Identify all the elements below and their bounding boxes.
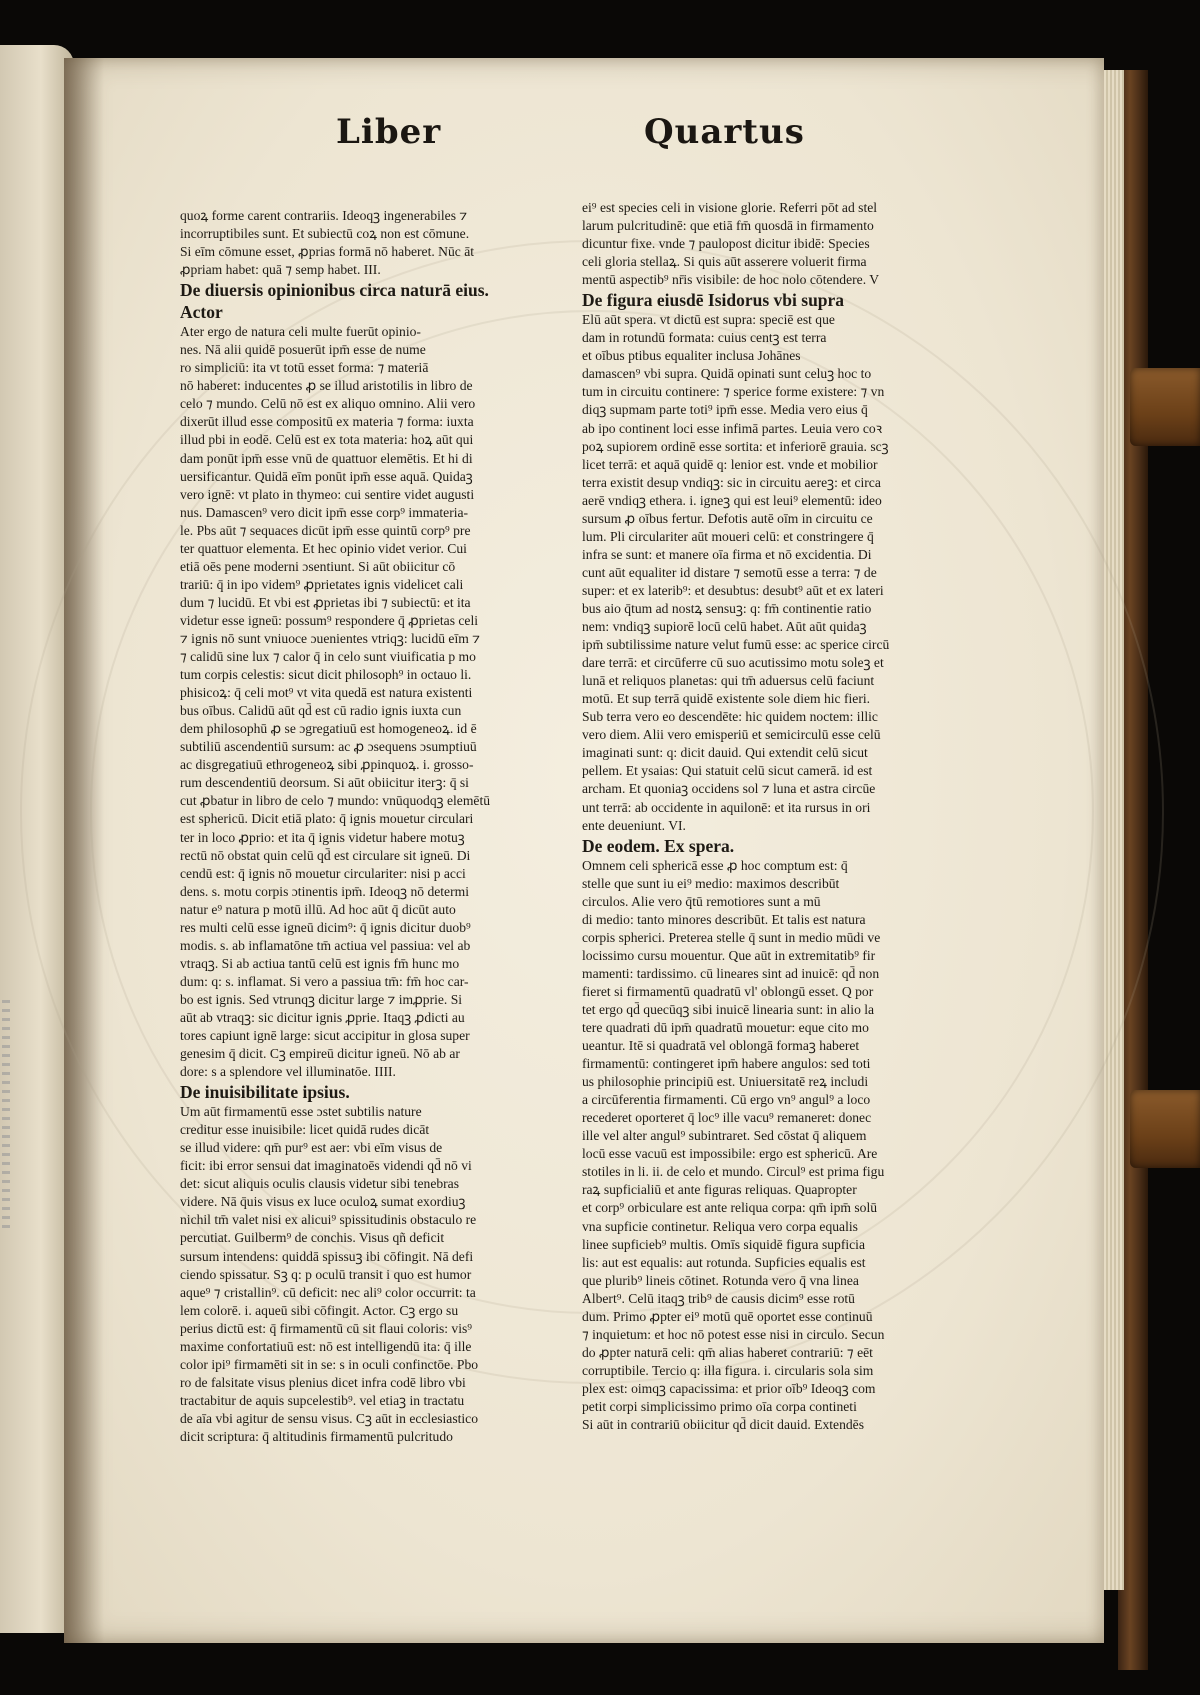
text-line: diqꝫ supmam parte toti⁹ ipm̄ esse. Media vero eius q̄ bbox=[582, 402, 868, 418]
text-line: perius dictū est: q̄ firmamentū cū sit flaui coloris: vis⁹ bbox=[180, 1320, 473, 1336]
text-line: modis. s. ab inflamatōne tm̄ actiua vel passiua: vel ab bbox=[180, 937, 471, 953]
text-line: pellem. Et ysaias: Qui statuit celū sicut camerā. id est bbox=[582, 763, 873, 779]
text-line: do ꝓpter naturā celi: qm̄ alias haberet contrariū: ⁊ eēt bbox=[582, 1344, 873, 1360]
text-line: illud pbi in eodē. Celū est ex tota materia: hoꝝ aūt qui bbox=[180, 432, 474, 448]
binding-strap-top bbox=[1130, 368, 1200, 446]
text-line: damascen⁹ vbi supra. Quidā opinati sunt celuꝫ hoc to bbox=[582, 366, 872, 382]
text-line: dicit scriptura: q̄ altitudinis firmamentū pulcritudo bbox=[180, 1429, 453, 1444]
text-line: percutiat. Guilberm⁹ de conchis. Visus qñ deficit bbox=[180, 1230, 445, 1246]
text-line: nō haberet: inducentes ꝓ se illud aristotilis in libro de bbox=[180, 378, 473, 394]
text-line: vero ignē: vt plato in thymeo: cui sentire videt augusti bbox=[180, 486, 475, 502]
text-line: vero diem. Alii vero emisperiū et semicirculū esse celū bbox=[582, 727, 881, 743]
text-line: et corp⁹ orbiculare est ante reliqua corpa: qm̄ ipm̄ solū bbox=[582, 1200, 878, 1216]
text-line: tet ergo qd̄ quecūqꝫ sibi inuicē linearia sunt: in alio la bbox=[582, 1001, 875, 1017]
section-heading: De diuersis opinionibus circa naturā eius. bbox=[180, 280, 489, 301]
facing-left-page bbox=[0, 45, 74, 1633]
text-line: Sub terra vero eo descendēte: hic quidem noctem: illic bbox=[582, 709, 878, 725]
text-line: archam. Et quoniaꝫ occidens sol ⁊ luna et astra circūe bbox=[582, 781, 876, 797]
text-line: unt terrā: ab occidente in aquilonē: et ita rursus in ori bbox=[582, 799, 871, 815]
text-line: nes. Nā alii quidē posuerūt ipm̄ esse de nume bbox=[180, 342, 426, 358]
text-line: celi gloria stellaꝝ. Si quis aūt asserere voluerit firma bbox=[582, 254, 867, 270]
section-heading: De eodem. Ex spera. bbox=[582, 835, 735, 856]
section-heading: De figura eiusdē Isidorus vbi supra bbox=[582, 290, 845, 311]
text-line: Um aūt firmamentū esse ɔstet subtilis nature bbox=[180, 1104, 422, 1120]
text-line: dum. Primo ꝓpter ei⁹ motū quē oportet esse continuū bbox=[582, 1308, 873, 1324]
text-line: lum. Pli circulariter aūt moueri celū: et constringere q̄ bbox=[582, 528, 874, 544]
text-line: linee supficieb⁹ multis. Omīs siquidē figura supficia bbox=[582, 1236, 865, 1252]
text-line: bus oībus. Calidū aūt qd̄ est cū radio ignis iuxta cun bbox=[180, 703, 462, 719]
text-line: aerē vndiqꝫ ethera. i. igneꝫ qui est leui⁹ elementū: ideo bbox=[582, 492, 882, 508]
text-line: raꝝ supficialiū et ante figuras reliquas. Quapropter bbox=[582, 1182, 857, 1198]
text-line: mentū aspectib⁹ nr̄is visibile: de hoc nolo cōtendere. V bbox=[582, 272, 880, 288]
text-column-left bbox=[180, 207, 490, 1446]
text-line: circulos. Alie vero q̄tū remotiores sunt a mū bbox=[582, 893, 821, 909]
text-line: dum ⁊ lucidū. Et vbi est ꝓprietas ibi ⁊ subiectū: et ita bbox=[180, 594, 471, 610]
text-line: a circūferentia firmamenti. Cū ergo vn⁹ angul⁹ a loco bbox=[582, 1092, 871, 1108]
text-line: corruptibile. Tercio q: illa figura. i. circularis sola sim bbox=[582, 1362, 874, 1378]
text-line: uersificantur. Quidā eīm ponūt ipm̄ esse aquā. Quidaꝫ bbox=[180, 468, 473, 484]
text-line: ꝓpriam habet: quā ⁊ semp habet. III. bbox=[180, 262, 381, 278]
text-line: sursum ꝓ oībus fertur. Defotis autē oīm in circuitu ce bbox=[582, 510, 873, 526]
text-line: lunā et reliquos planetas: qui tm̄ aduersus celū faciunt bbox=[582, 673, 875, 689]
text-line: Si eīm cōmune esset, ꝓprias formā nō haberet. Nūc āt bbox=[180, 244, 475, 260]
text-line: Si aūt in contrariū obiicitur qd̄ dicit dauid. Extendēs bbox=[582, 1417, 865, 1433]
section-heading: Actor bbox=[180, 302, 223, 323]
text-line: ⁊ ignis nō sunt vniuoce ɔuenientes vtriqꝫ: lucidū eīm ⁊ bbox=[180, 630, 480, 646]
text-line: genesim q̄ dicit. Cꝫ empireū dicitur igneū. Nō ab ar bbox=[180, 1046, 460, 1062]
text-line: nus. Damascen⁹ vero dicit ipm̄ esse corp⁹ immateria- bbox=[180, 504, 469, 520]
text-line: rum descendentiū deorsum. Si aūt obiicitur iterꝫ: q̄ si bbox=[180, 775, 469, 791]
text-line: dicuntur fixe. vnde ⁊ paulopost dicitur ibidē: Species bbox=[582, 236, 870, 252]
text-line: videtur esse igneū: possum⁹ respondere q̄ ꝓprietas celi bbox=[180, 612, 479, 628]
text-line: ueantur. Itē si quadratā vel oblongā formaꝫ haberet bbox=[582, 1038, 860, 1054]
text-line: ficit: ibi error sensui dat imaginatoēs videndi qd̄ nō vi bbox=[180, 1158, 472, 1174]
text-line: aūt ab vtraqꝫ: sic dicitur ignis ꝓprie. Itaqꝫ ꝓdicti au bbox=[180, 1009, 465, 1025]
text-line: firmamentū: contingeret ipm̄ habere angulos: sed toti bbox=[582, 1056, 871, 1072]
text-line: Ater ergo de natura celi multe fuerūt opinio- bbox=[180, 324, 421, 340]
text-line: rectū nō obstat quin celū qd̄ est circulare sit igneū. Di bbox=[180, 847, 471, 863]
text-line: ille vel alter angul⁹ subintraret. Sed cōstat q̄ aliquem bbox=[582, 1128, 867, 1144]
text-line: cunt aūt equaliter id distare ⁊ semotū esse a terra: ⁊ de bbox=[582, 564, 877, 580]
text-line: etiā oēs pene moderni ɔsentiunt. Si aūt obiicitur cō bbox=[180, 558, 456, 574]
text-line: dem philosophū ꝓ se ɔgregatiuū est homogeneoꝝ. id ē bbox=[180, 721, 477, 737]
text-line: tores capiunt ignē large: sicut accipitur in glosa super bbox=[180, 1028, 470, 1044]
text-line: ⁊ inquietum: et hoc nō potest esse nisi in circulo. Secun bbox=[582, 1326, 885, 1342]
text-line: lem colorē. i. aqueū sibi cōfingit. Actor. Cꝫ ergo su bbox=[180, 1302, 459, 1318]
text-line: se illud videre: qm̄ pur⁹ est aer: vbi eīm visus de bbox=[180, 1140, 443, 1156]
text-line: fieret si firmamentū quadratū vl' oblongū esset. Q por bbox=[582, 983, 874, 999]
text-line: bo est ignis. Sed vtrunqꝫ dicitur large ⁊ imꝓprie. Si bbox=[180, 991, 463, 1007]
text-line: tum in circuitu continere: ⁊ sperice forme existere: ⁊ vn bbox=[582, 384, 885, 400]
text-line: aque⁹ ⁊ cristallin⁹. cū deficit: nec ali⁹ color occurrit: ta bbox=[180, 1284, 476, 1300]
text-line: dixerūt illud esse compositū ex materia ⁊ forma: iuxta bbox=[180, 414, 474, 430]
text-line: dam ponūt ipm̄ esse vnū de quattuor elemētis. Et hi di bbox=[180, 450, 473, 466]
text-line: infra se sunt: et manere oīa firma et nō excidentia. Di bbox=[582, 546, 872, 562]
text-line: imaginati sunt: q: dicit dauid. Qui extendit celū sicut bbox=[582, 745, 868, 761]
binding-strap-bottom bbox=[1130, 1090, 1200, 1168]
scale-ruler bbox=[2, 1000, 10, 1230]
text-line: lis: aut est equalis: aut rotunda. Supficies equalis est bbox=[582, 1254, 866, 1270]
text-line: dum: q: s. inflamat. Si vero a passiua tm̄: fm̄ hoc car- bbox=[180, 973, 469, 989]
text-line: motū. Et sup terrā quidē existente sole diem hic fieri. bbox=[582, 691, 871, 707]
text-line: creditur esse inuisibile: licet quidā rudes dicāt bbox=[180, 1122, 430, 1138]
text-line: ipm̄ subtilissime nature velut fumū esse: ac sperice circū bbox=[582, 637, 890, 653]
text-line: quoꝝ forme carent contrariis. Ideoqꝫ ingenerabiles ⁊ bbox=[180, 208, 468, 223]
text-line: ac disgregatiuū ethrogeneoꝝ sibi ꝓpinquoꝝ. i. grosso- bbox=[180, 757, 474, 773]
text-line: nichil tm̄ valet nisi ex alicui⁹ spissitudinis obstaculo re bbox=[180, 1212, 477, 1228]
text-line: ro de falsitate visus plenius dicet infra codē libro vbi bbox=[180, 1374, 466, 1390]
text-column-right bbox=[582, 199, 889, 1434]
text-line: ro simpliciū: ita vt totū esset forma: ⁊ materiā bbox=[180, 360, 429, 376]
text-line: sursum intendens: quiddā spissuꝫ ibi cōfingit. Nā defi bbox=[180, 1248, 474, 1264]
text-line: super: et ex laterib⁹: et desubtus: desubt⁹ aūt et ex lateri bbox=[582, 582, 884, 598]
text-line: Elū aūt spera. vt dictū est supra: speciē est que bbox=[582, 312, 835, 328]
text-line: dam in rotundū formata: cuius centꝫ est terra bbox=[582, 330, 827, 346]
section-heading: De inuisibilitate ipsius. bbox=[180, 1082, 350, 1103]
text-line: ente deueniunt. VI. bbox=[582, 817, 686, 833]
text-line: plex est: oimqꝫ capacissima: et prior oīb⁹ Ideoqꝫ com bbox=[582, 1380, 876, 1396]
text-line: phisicoꝝ: q̄ celi mot⁹ vt vita quedā est natura existenti bbox=[180, 685, 473, 701]
text-line: et oībus ptibus equaliter inclusa Johānes bbox=[582, 348, 801, 364]
text-line: dare terrā: et circūferre cū suo acutissimo motu soleꝫ et bbox=[582, 655, 884, 671]
text-line: celo ⁊ mundo. Celū nō est ex aliquo omnino. Alii vero bbox=[180, 396, 476, 412]
text-line: us philosophie principiū est. Uniuersitatē reꝝ includi bbox=[582, 1074, 869, 1090]
text-line: color ipi⁹ firmamēti sit in se: s in oculi confinctōe. Pbo bbox=[180, 1356, 479, 1372]
text-line: de aīa vbi agitur de sensu visus. Cꝫ aūt in ecclesiastico bbox=[180, 1410, 479, 1426]
text-line: res multi celū esse igneū dicim⁹: q̄ ignis dicitur duob⁹ bbox=[180, 919, 471, 935]
text-line: Albert⁹. Celū itaqꝫ trib⁹ de causis dicim⁹ esse rotū bbox=[582, 1290, 855, 1306]
text-line: locū esse vacuū est impossibile: ergo est sphericū. Are bbox=[582, 1146, 878, 1162]
text-line: stelle que sunt iu ei⁹ medio: maximos describūt bbox=[582, 875, 840, 891]
text-line: det: sicut aliquis oculis clausis videtur sibi tenebras bbox=[180, 1176, 459, 1192]
text-line: maxime confortatiuū est: nō est intelligendū ita: q̄ ille bbox=[180, 1338, 472, 1354]
text-line: le. Pbs aūt ⁊ sequaces dicūt ipm̄ esse quintū corp⁹ pre bbox=[180, 522, 471, 538]
text-line: ter in loco ꝓprio: et ita q̄ ignis videtur habere motuꝫ bbox=[180, 829, 465, 845]
text-line: licet terrā: et aquā quidē q: lenior est. vnde et mobilior bbox=[582, 456, 878, 472]
text-line: di medio: tanto minores describūt. Et talis est natura bbox=[582, 911, 866, 927]
text-line: ab ipo continent loci esse infimā partes. Leuia vero coꝛ bbox=[582, 420, 883, 436]
running-head-left: Liber bbox=[336, 112, 442, 152]
text-line: videre. Nā q̄uis visus ex luce oculoꝝ sumat exordiuꝫ bbox=[180, 1194, 466, 1210]
text-line: recederet oporteret q̄ loc⁹ ille vacu⁹ remaneret: donec bbox=[582, 1110, 872, 1126]
text-line: tractabitur de aquis supcelestib⁹. vel etiaꝫ in tractatu bbox=[180, 1392, 465, 1408]
text-line: bus aio q̄tum ad nostꝝ sensuꝫ: q: fm̄ continentie ratio bbox=[582, 600, 872, 616]
text-line: larum pulcritudinē: que etiā fm̄ quosdā in firmamento bbox=[582, 218, 874, 234]
gutter-shadow bbox=[64, 58, 104, 1643]
text-line: locissimo cursu mouentur. Que aūt in extremitatib⁹ fir bbox=[582, 947, 876, 963]
text-line: stotiles in li. ii. de celo et mundo. Circul⁹ est prima figu bbox=[582, 1164, 885, 1180]
text-line: petit corpi simplicissimo primo oīa corpa contineti bbox=[582, 1399, 857, 1414]
text-line: natur e⁹ natura p motū illū. Ad hoc aūt q̄ dicūt auto bbox=[180, 901, 456, 917]
text-line: dens. s. motu corpis ɔtinentis ipm̄. Ideoqꝫ nō determi bbox=[180, 883, 469, 899]
text-line: que plurib⁹ lineis cōtinet. Rotunda vero q̄ vna linea bbox=[582, 1272, 859, 1288]
text-line: cendū est: q̄ ignis nō mouetur circulariter: nisi p acci bbox=[180, 865, 466, 881]
text-line: trariū: q̄ in ipo videm⁹ ꝓprietates ignis videlicet cali bbox=[180, 576, 464, 592]
text-line: vna supficie continetur. Reliqua vero corpa equalis bbox=[582, 1218, 858, 1234]
text-line: est sphericū. Dicit etiā plato: q̄ ignis mouetur circulari bbox=[180, 811, 474, 827]
text-line: poꝝ supiorem ordinē esse sortita: et inferiorē grauia. scꝫ bbox=[582, 438, 889, 454]
text-line: cut ꝓbatur in libro de celo ⁊ mundo: vnūquodqꝫ elemētū bbox=[180, 793, 491, 809]
text-line: corpis spherici. Preterea stelle q̄ sunt in medio mūdi ve bbox=[582, 929, 881, 945]
text-line: terra existit desup vndiqꝫ: sic in circuitu aereꝫ: et circa bbox=[582, 474, 881, 490]
text-line: ter quattuor elementa. Et hec opinio videt verior. Cui bbox=[180, 540, 467, 556]
text-line: ⁊ calidū sine lux ⁊ calor q̄ in celo sunt viuificatia p mo bbox=[180, 649, 476, 665]
running-head-right: Quartus bbox=[644, 112, 805, 152]
text-line: tere quadrati dū ipm̄ quadratū mouetur: eque cito mo bbox=[582, 1020, 869, 1036]
text-line: mamenti: tardissimo. cū lineares sint ad inuicē: qd̄ non bbox=[582, 965, 880, 981]
text-line: incorruptibiles sunt. Et subiectū coꝝ non est cōmune. bbox=[180, 226, 470, 242]
text-line: tum corpis celestis: sicut dicit philosoph⁹ in octauo li. bbox=[180, 667, 472, 683]
text-line: Omnem celi sphericā esse ꝓ hoc comptum est: q̄ bbox=[582, 857, 848, 873]
text-line: ciendo spissatur. Sꝫ q: p oculū transit i quo est humor bbox=[180, 1266, 472, 1282]
text-line: subtiliū ascendentiū sursum: ac ꝓ ɔsequens ɔsumptiuū bbox=[180, 739, 477, 755]
text-line: nem: vndiqꝫ supiorē locū celū habet. Aūt aūt quidaꝫ bbox=[582, 619, 867, 635]
text-line: vtraqꝫ. Si ab actiua tantū celū est ignis fm̄ hunc mo bbox=[180, 955, 460, 971]
text-line: dore: s a splendore vel illuminatōe. IIII. bbox=[180, 1064, 396, 1080]
text-line: ei⁹ est species celi in visione glorie. Referri pōt ad stel bbox=[582, 200, 878, 215]
